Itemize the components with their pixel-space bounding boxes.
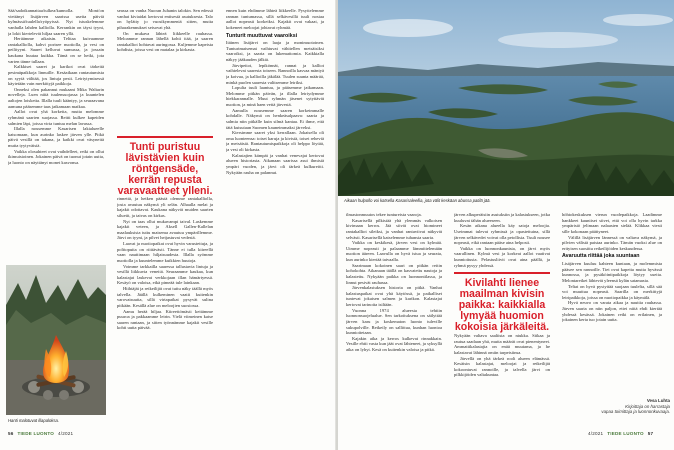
author-role-line-1: Kirjoittaja on harrastaja	[625, 403, 670, 409]
paragraph: Teltat on hyvä pystyttää suojaan tuulelta, sillä sää voi muuttua nopeasti. Saarilla on merkittyjä leiripaikkoja, joissa on nuotiopaikka ja käymälä.	[562, 283, 662, 300]
paragraph: Vaikka olosuhteet ovat vaihdelleet, retki on ollut ikimuistoinen. Jokainen päivä on tuonut jotain uutta, ja luonto on näyttänyt monet kasvonsa.	[8, 148, 104, 165]
subheading: Avaruutta riittää joka suuntaan	[562, 253, 640, 260]
paragraph: Hyvä neuvo on varata aikaa ja nauttia rauhassa. Järven saaria on niin paljon, ettei niitä ehdi kiertää yhdessä kesässä. Jokainen retki on erilainen, ja jokainen kerta tuo jotain uutta.	[562, 300, 662, 323]
left-page	[0, 0, 336, 450]
paragraph: Voimme tarkkailla saaressa tallustavia lintuja ja vesillä liikkuvia veneitä. Seuraamme kaukaa, kun kalastajat laskevat verkkojaan illan hämärtyessä. Kesäyö on valoisa, eikä pimeää tule lainkaan.	[117, 263, 213, 286]
left-col-1	[8, 8, 104, 261]
lake-landscape-illustration	[338, 0, 674, 196]
paragraph: Nykyään valtava saaliista on niukka. Siikaa ja rautua saadaan yhä, mutta määrät ovat pienentyneet. Ammattikalastajia on enää muutama, ja he kalastavat lähinnä omiin tarpeisiinsa.	[454, 333, 550, 355]
left-page-number: 56	[8, 431, 14, 436]
author-credit	[598, 398, 670, 415]
campfire-photo	[6, 265, 106, 415]
paragraph: Vaikka on keskikesä, järven vesi on kylmää. Uimme nopeasti ja palaamme lämmittelemään nuotion ääreen. Laavulla on hyvä istua ja seurata, kun aurinko kiertää taivaalla.	[346, 240, 442, 262]
right-pullquote	[454, 272, 550, 333]
pullquote-rule	[117, 136, 213, 138]
right-col-1	[346, 212, 442, 424]
paragraph: Laavat ja nuotiopaikat ovat hyvin varustettuja, ja polttopuita on riittävästi. Tänne ei tulla kiireellä vaan nauttimaan hiljaisuudesta. Illalla syömme nuotiolla ja kuuntelemme kuikkien huutoja.	[117, 241, 213, 263]
paragraph: Järvenkalastuksen historia on pitkä. Vanhat kalastuspaikat ovat yhä käytössä, ja paikalliset tuntevat jokaisen salmen ja karikon. Kalastajat kertovat tarinoita isiltään.	[346, 285, 442, 307]
lake-landscape-photo	[338, 0, 674, 196]
right-page	[338, 0, 674, 450]
paragraph: ilmastonmuutos tekee tuntureista vaaroja.	[346, 212, 422, 217]
right-folio	[588, 431, 657, 436]
pullquote-rule	[454, 272, 550, 274]
paragraph: Nyt on taas ollut mukavampi taival. Laskemme kajakit veteen, ja Aksell Gallen-Kallelan maalauksista tuttu maisema avautuu ympärillemme. Järvi on tyyni, ja pilvet heijastuvat vedestä.	[117, 218, 213, 241]
campfire-illustration	[6, 265, 106, 415]
paragraph: Itäinen lisäjärvi on laaja ja monimuotoinen. Tunturimaisemat vaihtuvat vähitellen metsäisiksi vaaroiksi, ja saaria on lukemattomia. Kaikkialla näkyy jääkauden jälkiä.	[226, 40, 324, 62]
pullquote-text: Tunti puristuu lävistävien kuin röntgensäde, kerrän repusta varavaatteet ylleni.	[117, 141, 213, 197]
author-name: Vesa Luhta	[646, 398, 670, 403]
paragraph: Välillä lisäjärven lännessä on valtava näkymä, ja pilvien välistä paistaa aurinko. Tämän vuoksi alue on erityisen suosittu retkeilijöiden keskuudessa.	[562, 234, 662, 251]
right-col-2-bottom	[454, 333, 550, 424]
pullquote-text: Kivilahti lienee maailman kivisin paikka: kaikkialla lymyää huomion kokoisia järkäleitä.	[454, 277, 550, 333]
right-issue: 4/2021	[588, 431, 604, 436]
left-issue: 4/2021	[58, 431, 74, 436]
left-col-3	[226, 8, 324, 422]
paragraph: Kalkkiset saaret ja karikot ovat tärkeitä pesimäpaikkoja linnuille. Kesäaikaan rantautumista on syytä välttää, jos lintuja pesii. Leiriytymisessä käytetään vain merkittyjä paikkoja.	[8, 64, 104, 87]
right-col-3	[562, 212, 662, 395]
paragraph: Lisäjärven kuuluu kahteen kuntaan, ja molemmista pääsee sen rannoille. Tiet ovat kapeita mutta hyvässä kunnossa, ja pysäköintipaikkoja löytyy useita. Melontaretket lähtevät yleensä kylän satamasta.	[562, 261, 662, 283]
left-folio	[8, 431, 73, 436]
paragraph: höhtokeskuksen vierun vuodepaikkoja. Laadimme hankkeet kauniiset siivet, että voi olla hyvin tarkka ympäristö jelimaan nalaasten sielää. Klikkaa viesti sille kokonaan päättyneet.	[562, 212, 662, 234]
paragraph: Vaikka on luonnonkaunista, on järvi myös vaarallinen. Kylmä vesi ja korkeat aallot vaativat kunnioitusta. Pelastusliivit ovat aina päällä, ja ryhmä pysyy yhdessä.	[454, 245, 550, 268]
paragraph: Hiihtäjät ja retkeilijät ovat tuttu näky täällä myös talvella. Jäällä kulkeminen vaatii kuitenkin varovaisuutta, sillä virtapaikat pysyvät sulina pitkään. Kesällä alue on meloojien suosiossa.	[117, 286, 213, 308]
paragraph: seassa on vanha Nuoran Juhanin talokin. Sen edessä vanhat kiviaidat kertovat entisestä asutuksesta. Talo on hylätty jo vuosikymmeniä sitten, mutta piharakennukset seisovat yhä.	[117, 8, 213, 30]
paragraph: Onneksi olen pakannut mukaani Mika Waltarin novelleja. Luen niitä tuulensuojassa ja kuuntelen aaltojen loisketta. Illalla tuuli kääntyy, ja seuraavana aamuna pääsemme taas jatkamaan matkaa.	[8, 86, 104, 109]
paragraph: Kesän aikana alueella käy satoja meloojia. Useimmat tulevat ryhmissä ja opastettuina, sillä järven selkävedet voivat olla petollisia. Tuuli nousee nopeasti, eikä rantaan pääse aina helposti.	[454, 223, 550, 246]
right-col-2-top	[454, 212, 550, 272]
left-col-2-top	[117, 8, 213, 102]
left-magazine-name: TIEDE LUONTO	[17, 431, 55, 436]
paragraph: Aamulla nousemme saaren korkeimmalle kohdalle. Näkymä on henkeäsalpaava: saaria ja salmia niin pitkälle kuin silmä kantaa. Ei ihme, että tätä kutsutaan Suomen kauneimmaksi järveksi.	[226, 107, 324, 130]
paragraph: ennen kuin ehdimme lähteä liikkeelle. Pysyttelemme rannan tuntumassa, sillä selkävesillä tuuli nostaa aallot nopeasti korkeiksi. Kajakit ovat vakaat, ja kokeneet meloojat johtavat ryhmää.	[226, 8, 324, 30]
paragraph: Kiersimme saaret yksi kerrallaan. Jokaisella oli oma luonteensa: toiset karuja ja kivisiä, toiset reheviä ja metsäisiä. Rantautumispaikkoja oli helppo löytää, ja vesi oli kirkasta.	[226, 130, 324, 152]
paragraph: Järvipeitot, lepikönnät, rannat ja kalliot vaihtelevat saaresta toiseen. Rannoilla kasvaa mäntyä ja koivua, ja kallioilla jäkälää. Tuulen suunta määrää, minkä puolen saaresta valitsemme leiriksi.	[226, 62, 324, 85]
subheading: Tunturit muuttuvat vaaroiksi	[226, 32, 298, 39]
paragraph: Kalastajien kämpät ja vanhat venevajat kertovat alueen historiasta. Aikanaan saarissa asui ihmisiä ympäri vuoden, ja järvi oli tärkeä kulkureitti. Nykyään rauha on palannut.	[226, 152, 324, 175]
left-photo-caption: Hanti malotuvat illapaloksa.	[8, 418, 59, 423]
right-page-number: 57	[647, 431, 654, 436]
left-pullquote	[117, 136, 213, 197]
paragraph: Vuonna 1974 alueesta tehtiin luonnonsuojelualue. Sen tarkoituksena on säilyttää järven karu ja koskematon luonto tuleville sukupolville. Retkeily on sallittua, kunhan luontoa kunnioitetaan.	[346, 307, 442, 336]
author-role-line-2: vapaa toimittaja ja luonnonkuvaaja.	[601, 409, 670, 415]
paragraph: Kasarisellä pilkistää yhä ylemmäs valkoisen kivimaan kerros. Jää siivät ovat hiomineet rantakalliot sileiksi, ja vanhat rantaviivat näkyvät selvästi. Kasarisellä katselemme tuhansia saaria.	[346, 217, 442, 240]
right-photo-caption: Aikaan hulpollo voi katsella Kasarisaleellia, jota välit keskäan abussa patilä jää.	[344, 198, 491, 203]
paragraph: Illalla nousemme Kasarisen lakialueelle katsomaan, kun aurinko laskee järven ylle. Pitkä päivä vesillä on takana, ja kaikki ovat väsyneitä mutta tyytyväisiä.	[8, 126, 104, 148]
paragraph: Saarimaan kokoinen saari on pitkän reitin kohokohta. Aikanaan täällä on kasvatettu nautoja ja kalastettu. Nykyään paikka on luonnontilassa, ja linnut pesivät rauhassa.	[346, 262, 442, 285]
paragraph: rinnettä, ja hetken päästä olemme rantakalliolla, josta avautuu näkymä yli selän. Alhaalla melat ja kajakit odottavat. Kaukana näkyvät muiden saarten siluetit, ja taivas on kirkas.	[117, 196, 213, 218]
left-col-2-bottom	[117, 196, 213, 422]
paragraph: Kajakin aika ja kerros kulkevat rinnakkain. Vesille ehtii vasta kun jäät ovat lähteneet, ja syksyllä aika on lyhyt. Kesä on kuitenkin valoisa ja pitkä.	[346, 335, 442, 352]
paragraph: Järvellä on yhä tärkeä rooli alueen elämässä. Kesäisin kalastajat, meloojat ja retkeilijät kokoontuvat rannoille, ja talvella järvi on pilkkijöiden valtakuntaa.	[454, 355, 550, 378]
paragraph: järven alkuperäisiin asutuksiin ja kalastukseen, jotka kuuluvat tähän alueeseen.	[454, 212, 550, 223]
paragraph: Aamu herää hiljaa. Kiireettömästi keitämme puuroa ja pakkaamme leirin. Vielä viimeinen katse saaren rantaan, ja sitten työnnämme kajakit vesille kohti uutta päivää.	[117, 308, 213, 331]
paragraph: Lopulta tuuli laantuu, ja pääsemme jatkamaan. Melomme pitkän päivän, ja illalla leiriydymme hiekkarannalle. Muut ryhmän jäsenet sytyttävät nuotion, ja minä haen vettä järvestä.	[226, 85, 324, 107]
paragraph: Aallot ovat yhä korkeita, mutta melomme ryhmänä saarten suojassa. Reitti kulkee kapeiden salmien läpi, joissa virta tuntuu melan lavassa.	[8, 109, 104, 126]
paragraph: On mukava lähteä liikkeelle rauhassa. Meloamme rannan lähellä kohti itää, ja saaren rantakalliot hohtavat auringossa. Kuljemme kapeista kohdista, joissa vesi on matalaa ja kirkasta.	[117, 30, 213, 53]
paragraph: Heräämme aikaisin. Telttaa kuivaamme rantakalliolla, kahvi porisee nuotiolla, ja vesi on peilityyni. Saaret kelluvat sumussa, ja jossain kaukana huutaa kuikka. Tämä on se hetki, jota varten tänne tullaan.	[8, 36, 104, 64]
paragraph: Sää/sadotkannattaa/tulkea/kunnolla. Mont/on viettänyt lisäjärven saarissa useita päiviä kylmässä/tuulella/ryöpyissä. Nyt istuskelemme vanhalla lahden kalliolla. Kerrankin on täysi tyyni, ja lokit kiertelevät hiljaa saaren yllä.	[8, 8, 104, 36]
right-magazine-name: TIEDE LUONTO	[607, 431, 644, 436]
